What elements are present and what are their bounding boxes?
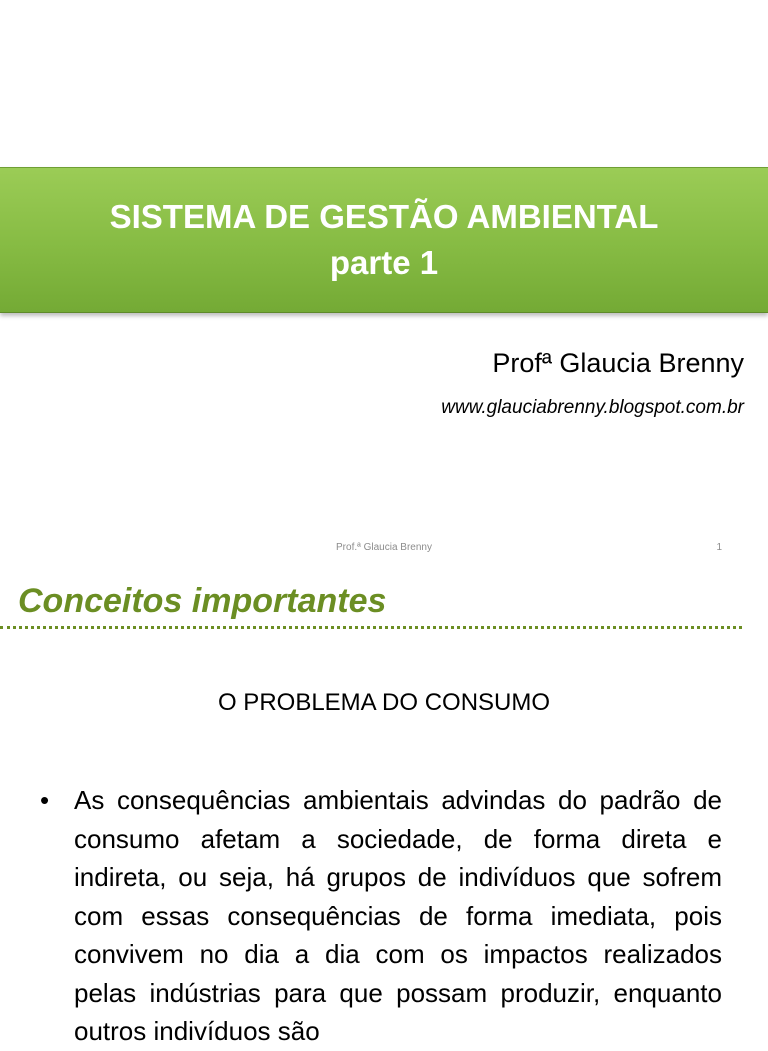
bullet-text: As consequências ambientais advindas do padrão de consumo afetam a sociedade, de forma direta e indireta, ou seja, há grupos de indivíduos que sofrem com essas consequências de forma imediata, pois convivem no dia a dia com os impactos realizados pelas indústrias para que possam produzir, enquanto outros indivíduos são <box>74 785 722 1046</box>
section-subtitle: O PROBLEMA DO CONSUMO <box>217 689 551 716</box>
slide-footer: Prof.ª Glaucia Brenny <box>336 542 432 553</box>
bullet-icon: • <box>40 785 50 815</box>
dotted-divider <box>0 626 742 629</box>
slide-title: SISTEMA DE GESTÃO AMBIENTAL <box>109 198 659 235</box>
bullet-list <box>40 781 722 1051</box>
author-name: Profª Glaucia Brenny <box>492 348 744 378</box>
title-banner <box>0 167 768 313</box>
author-website: www.glauciabrenny.blogspot.com.br <box>441 397 744 418</box>
slide-page-number: 1 <box>716 542 722 553</box>
content-slide <box>0 576 768 1046</box>
slide-subtitle-part: parte 1 <box>329 244 439 281</box>
section-title: Conceitos importantes <box>18 582 387 620</box>
list-item <box>40 781 722 1051</box>
